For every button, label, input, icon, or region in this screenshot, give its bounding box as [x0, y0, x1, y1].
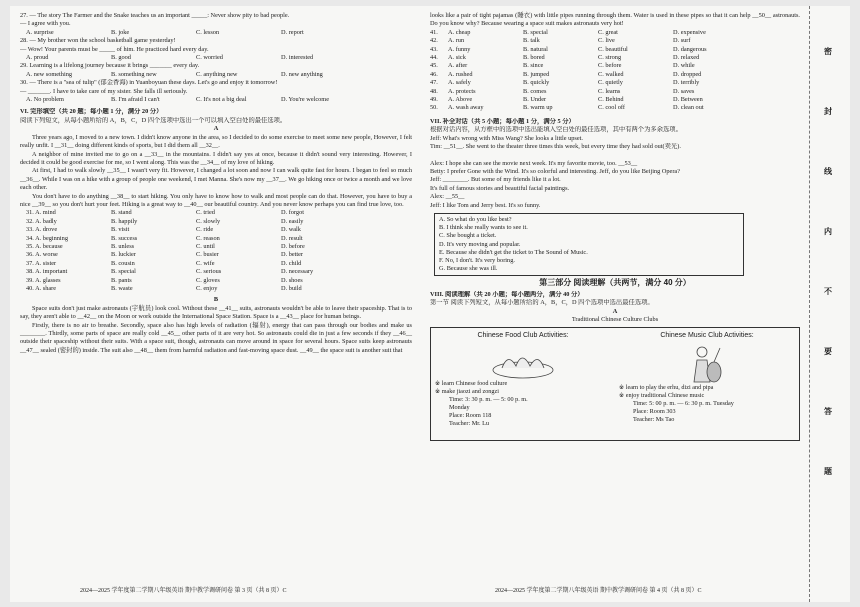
option[interactable]: D. shoes: [281, 276, 303, 284]
box-option[interactable]: G. Because she was ill.: [439, 265, 498, 273]
cloze-row: [430, 96, 800, 104]
cloze-row: [20, 235, 412, 243]
dialog-line: It's full of famous stories and beautiful facial paintings.: [430, 184, 570, 192]
cloze-row: [430, 104, 800, 112]
option[interactable]: D. You're welcome: [281, 96, 330, 104]
option[interactable]: A. cheap: [448, 28, 471, 36]
q28-options: [20, 54, 412, 62]
option[interactable]: C. until: [196, 242, 215, 250]
box-option[interactable]: D. It's very moving and popular.: [439, 240, 521, 248]
cloze-b-options: [430, 29, 800, 113]
music-club-title: Chinese Music Club Activities:: [660, 332, 754, 340]
option[interactable]: B. since: [523, 62, 544, 70]
passage-b-label: B: [213, 296, 219, 304]
option[interactable]: B. good: [111, 54, 131, 62]
option[interactable]: 36. A. worse: [26, 251, 58, 259]
q27-options: [20, 29, 412, 37]
sidebar-char: 封: [824, 107, 832, 116]
passage-a-p4: You don't have to do anything __38__ to start hiking. You only have to know how to walk and most people can do that. However, you have to buy a nice __39__ so you don't hurt your feet. Hiking is a great way to __40__ our beautiful country. And you never know perhaps you can find true love, too.: [20, 192, 412, 208]
option[interactable]: D. new anything: [281, 70, 323, 78]
option[interactable]: C. gloves: [196, 276, 220, 284]
seal-line-sidebar: [809, 6, 850, 602]
option[interactable]: 38. A. important: [26, 268, 68, 276]
option[interactable]: B. jumped: [523, 70, 550, 78]
q27-reply: — I agree with you.: [20, 20, 71, 28]
option[interactable]: 32. A. badly: [26, 217, 57, 225]
option[interactable]: D. clean out: [673, 104, 704, 112]
sidebar-char: 线: [824, 167, 832, 176]
cloze-row: [430, 29, 800, 37]
cloze-row: [20, 218, 412, 226]
option[interactable]: C. live: [598, 37, 615, 45]
cloze-row: [20, 285, 412, 293]
option[interactable]: A. Above: [448, 96, 473, 104]
option[interactable]: B. success: [111, 234, 138, 242]
passage-a-p2: A neighbor of mine invited me to go on a __33__ in the mountains. I didn't say yes at once, because it didn't sound very interesting. However, I decided it could be good exercise for me, so I went along. This was the __34__ of my love of hiking.: [20, 150, 412, 166]
sidebar-char: 要: [824, 347, 832, 356]
box-option[interactable]: C. She bought a ticket.: [439, 232, 497, 240]
option[interactable]: C. great: [598, 28, 618, 36]
option[interactable]: B. comes: [523, 87, 547, 95]
section-8-instructions: 第一节 阅读下列短文，从每小题所给的 A，B，C，D 四个选项中选出最佳选项。: [430, 299, 654, 307]
box-option[interactable]: E. Because she didn't get the ticket to The Sound of Music.: [439, 248, 588, 256]
cloze-row: [430, 88, 800, 96]
dialog-line: Jeff: I like Tom and Jerry best. It's so funny.: [430, 201, 541, 209]
page-4-column: [430, 12, 800, 441]
food-club-title: Chinese Food Club Activities:: [477, 332, 569, 340]
option[interactable]: B. special: [523, 28, 548, 36]
passage-b-p1: Space suits don't just make astronauts (宇航员) look cool. Without these __41__ suits, astronauts wouldn't be able to leave their spaceship. That is to say, they aren't able to __42__ on the Moon or work outside the International Space Station. Space is a __43__ place for human beings.: [20, 304, 412, 321]
option[interactable]: C. lesson: [196, 28, 220, 36]
option[interactable]: C. strong: [598, 54, 622, 62]
option[interactable]: A. new something: [26, 70, 72, 78]
option[interactable]: B. happily: [111, 217, 138, 225]
option[interactable]: A. proud: [26, 54, 49, 62]
dialog-line: Alex: I hope she can see the movie next week. It's my favorite movie, too. __53__: [430, 159, 638, 167]
option[interactable]: 40. A. share: [26, 285, 57, 292]
option[interactable]: B. visit: [111, 226, 130, 234]
box-option[interactable]: B. I think she really wants to see it.: [439, 224, 528, 232]
option[interactable]: D. interested: [281, 54, 314, 62]
cloze-row: [20, 260, 412, 268]
section-8-title: VIII. 阅读理解（共 20 小题；每小题两分，满分 40 分）: [430, 290, 584, 298]
page-3-footer: 2024—2025 学年度第二学期八年级英语 期中教学调研问卷 第 3 页（共 8 页）C: [80, 588, 287, 594]
sidebar-char: 不: [824, 287, 832, 296]
music-club-card: [619, 332, 795, 434]
option[interactable]: B. unless: [111, 242, 135, 250]
option[interactable]: 31. A. mind: [26, 209, 56, 217]
cloze-row: [430, 62, 800, 70]
option[interactable]: B. Under: [523, 96, 547, 104]
option[interactable]: C. busier: [196, 251, 219, 259]
option[interactable]: B. natural: [523, 45, 548, 53]
option[interactable]: B. warm up: [523, 104, 553, 112]
option[interactable]: 33. A. drove: [26, 226, 58, 234]
part-3-title: 第三部分 阅读理解（共两节，满分 40 分）: [539, 278, 691, 288]
cloze-row: [430, 46, 800, 54]
question-number: 44.: [430, 54, 438, 62]
question-number: 50.: [430, 104, 438, 112]
option[interactable]: 34. A. beginning: [26, 234, 68, 242]
option[interactable]: A. safely: [448, 79, 471, 87]
cloze-row: [430, 71, 800, 79]
option[interactable]: C. worried: [196, 54, 223, 62]
food-club-card: [435, 332, 611, 434]
option[interactable]: 37. A. sister: [26, 259, 57, 267]
q30-reply: — _______. I have to take care of my sister. She falls ill seriously.: [20, 87, 188, 95]
question-number: 45.: [430, 62, 438, 70]
dialog-line: [430, 152, 800, 160]
section-7-title: VII. 补全对话（共 5 小题；每小题 1 分，满分 5 分）: [430, 117, 575, 125]
sidebar-char: 答: [824, 407, 832, 416]
box-option[interactable]: F. No, I don't. It's very boring.: [439, 256, 515, 264]
option[interactable]: B. special: [111, 268, 136, 276]
music-club-item: ※ enjoy traditional Chinese music: [619, 391, 705, 399]
option[interactable]: C. enjoy: [196, 285, 218, 292]
option[interactable]: D. report: [281, 28, 304, 36]
dialog-line: Alex: __55__: [430, 193, 465, 201]
option[interactable]: B. pants: [111, 276, 132, 284]
food-club-place: Place: Room 118: [449, 411, 492, 419]
food-club-teacher: Teacher: Mr. Lu: [449, 419, 489, 427]
option[interactable]: C. Behind: [598, 96, 624, 104]
cloze-row: [20, 209, 412, 217]
pipa-player-icon: [672, 344, 742, 384]
question-number: 49.: [430, 96, 438, 104]
dialog-line: Jeff: What's wrong with Miss Wang? She looks a little upset.: [430, 134, 583, 142]
options-box: [434, 213, 744, 276]
option[interactable]: D. surf: [673, 37, 691, 45]
option[interactable]: A. wash away: [448, 104, 484, 112]
option[interactable]: C. anything new: [196, 70, 238, 78]
cloze-a-options: [20, 209, 412, 293]
option[interactable]: B. luckier: [111, 251, 136, 259]
page-4-footer: 2024—2025 学年度第二学期八年级英语 期中教学调研问卷 第 4 页（共 8 页）C: [495, 588, 702, 594]
option[interactable]: C. slowly: [196, 217, 221, 225]
option[interactable]: C. ride: [196, 226, 214, 234]
option[interactable]: D. expensive: [673, 28, 706, 36]
option[interactable]: D. better: [281, 251, 304, 259]
option[interactable]: B. bored: [523, 54, 545, 62]
food-club-item: ※ make jiaozi and zongzi: [435, 387, 499, 395]
cloze-row: [430, 54, 800, 62]
q29-options: [20, 71, 412, 79]
q30-options: [20, 96, 412, 104]
option[interactable]: C. walked: [598, 70, 624, 78]
q29-stem: 29. Learning is a lifelong journey because it brings _______ every day.: [20, 62, 200, 70]
music-club-teacher: Teacher: Ms Tao: [633, 415, 675, 423]
option[interactable]: B. quickly: [523, 79, 550, 87]
sidebar-char: 题: [824, 467, 832, 476]
dialog-line: Tim: __51__. She went to the theater three times this week, but every time they had sold out(卖光).: [430, 143, 681, 151]
passage-a-p3: At first, I had to walk slowly __35__ I wasn't very fit. However, I changed a lot soon and now I can walk quite fast for hours. I began to feel so much __36__. While I was on a hike with a group of people one weekend, I met Manna. She's now my __37__. We go hiking once or twice a month and we love each other.: [20, 167, 412, 192]
option[interactable]: 35. A. because: [26, 242, 63, 250]
q27-stem: 27. — The story The Farmer and the Snake teaches us an important _____: Never show pity to bad people.: [20, 12, 290, 19]
food-club-time: Time: 3: 30 p. m. — 5: 00 p. m.: [449, 395, 528, 403]
option[interactable]: B. something new: [111, 70, 157, 78]
option[interactable]: D. child: [281, 259, 302, 267]
cloze-row: [20, 243, 412, 251]
question-number: 43.: [430, 45, 438, 53]
option[interactable]: D. before: [281, 242, 305, 250]
option[interactable]: B. I'm afraid I can't: [111, 96, 160, 104]
option[interactable]: A. protects: [448, 87, 476, 95]
option[interactable]: C. tried: [196, 209, 215, 217]
exam-sheet: [10, 6, 850, 602]
q30-stem: 30. — There is a "sea of tulip" (郁金香海) in Yuanboyuan these days. Let's go and enjoy it tomorrow!: [20, 79, 278, 87]
option[interactable]: D. necessary: [281, 268, 314, 276]
option[interactable]: C. wife: [196, 259, 215, 267]
option[interactable]: C. learns: [598, 87, 621, 95]
reading-passage-title: Traditional Chinese Culture Clubs: [571, 315, 659, 323]
music-club-time: Time: 5: 00 p. m. — 6: 30 p. m. Tuesday: [633, 399, 734, 407]
option[interactable]: D. easily: [281, 217, 304, 225]
option[interactable]: D. forgot: [281, 209, 304, 217]
food-club-item: ※ learn Chinese food culture: [435, 379, 508, 387]
option[interactable]: D. walk: [281, 226, 301, 234]
option[interactable]: A. after: [448, 62, 468, 70]
option[interactable]: D. saves: [673, 87, 695, 95]
sidebar-char: 内: [824, 227, 832, 236]
option[interactable]: D. Between: [673, 96, 703, 104]
page-3-column: [20, 12, 412, 355]
question-number: 47.: [430, 79, 438, 87]
option[interactable]: A. funny: [448, 45, 471, 53]
option[interactable]: A. No problem: [26, 96, 64, 104]
option[interactable]: D. relaxed: [673, 54, 700, 62]
question-number: 41.: [430, 28, 438, 36]
dialog-line: Jeff: ________. But some of my friends like it a lot.: [430, 176, 561, 184]
section-6-title: VI. 完形填空（共 20 题；每小题 1 分，满分 20 分）: [20, 108, 163, 116]
section-6-instructions: 阅读下列短文，从每小题所给的 A，B，C，D 四个选项中选出一个可以填入空白处的最佳选项。: [20, 116, 287, 124]
option[interactable]: C. before: [598, 62, 622, 70]
question-number: 48.: [430, 87, 438, 95]
option[interactable]: A. rushed: [448, 70, 473, 78]
option[interactable]: C. reason: [196, 234, 220, 242]
cloze-row: [20, 277, 412, 285]
option[interactable]: A. surprise: [26, 28, 54, 36]
option[interactable]: D. terribly: [673, 79, 700, 87]
music-club-place: Place: Room 303: [633, 407, 676, 415]
option[interactable]: C. quietly: [598, 79, 623, 87]
dialog-line: Betty: I prefer Gone with the Wind. It's so colorful and interesting. Jeff, do you like Beijing Opera?: [430, 167, 681, 175]
option[interactable]: B. stand: [111, 209, 132, 217]
reading-passage-label: A: [612, 307, 618, 315]
question-number: 42.: [430, 37, 438, 45]
option[interactable]: D. result: [281, 234, 303, 242]
question-number: 46.: [430, 70, 438, 78]
cloze-row: [20, 251, 412, 259]
clubs-figure: [430, 327, 800, 441]
option[interactable]: C. cool off: [598, 104, 625, 112]
option[interactable]: C. It's not a big deal: [196, 96, 247, 104]
passage-a-label: A: [213, 125, 219, 133]
dumpling-icon: [488, 344, 558, 380]
music-club-item: ※ learn to play the erhu, dizi and pipa: [619, 383, 714, 391]
passage-b-p2: Firstly, there is no air to breathe. Secondly, space also has high levels of radiation (辐射), energy that can pass through our bodies and make us ________. Thirdly, some parts of space are really cold __45__ other parts of it are very hot. So astronauts could die in just a few seconds if they __46__ outside their spaceship without their suits. With a space suit, though, astronauts can move around in space for several hours. Space suits keep astronauts __47__ sealed (密封的) inside. The suit also __48__ them from harmful radiation and fast-moving space dust. __49__ the space suit is another suit that: [20, 321, 412, 354]
section-7-instructions: 根据对话内容，从方框中的选项中选出能填入空白处的最佳选项，其中有两个为多余选项。: [430, 126, 682, 134]
option[interactable]: A. sick: [448, 54, 466, 62]
q28-stem: 28. — My brother won the school basketball game yesterday!: [20, 37, 176, 45]
cloze-row: [430, 37, 800, 45]
cloze-row: [20, 226, 412, 234]
option[interactable]: D. build: [281, 285, 302, 292]
option[interactable]: D. while: [673, 62, 695, 70]
option[interactable]: B. cousin: [111, 259, 135, 267]
q28-reply: — Wow! Your parents must be _____ of him. He practiced hard every day.: [20, 45, 209, 53]
option[interactable]: B. talk: [523, 37, 540, 45]
option[interactable]: D. dropped: [673, 70, 702, 78]
cloze-row: [430, 79, 800, 87]
option[interactable]: A. run: [448, 37, 465, 45]
option[interactable]: B. waste: [111, 285, 133, 292]
food-club-day: Monday: [449, 403, 470, 411]
option[interactable]: 39. A. glasses: [26, 276, 61, 284]
option[interactable]: C. beautiful: [598, 45, 628, 53]
sidebar-char: 密: [824, 47, 832, 56]
passage-a-p1: Three years ago, I moved to a new town. I didn't know anyone in the area, so I decided to do some exercise to meet some new people, However, I felt really unfit. I __31__ doing different kinds of sports, but I did them all __32__.: [20, 133, 412, 150]
passage-b-continued: looks like a pair of tight pajamas (睡衣) with little pipes running through them. Water is used in these pipes so that it can help __50__ astronauts. Do you know why? Because wearing a space suit makes astronauts very hot!: [430, 12, 800, 28]
option[interactable]: B. joke: [111, 28, 130, 36]
box-option[interactable]: A. So what do you like best?: [439, 215, 512, 223]
cloze-row: [20, 268, 412, 276]
option[interactable]: D. dangerous: [673, 45, 707, 53]
option[interactable]: C. serious: [196, 268, 222, 276]
